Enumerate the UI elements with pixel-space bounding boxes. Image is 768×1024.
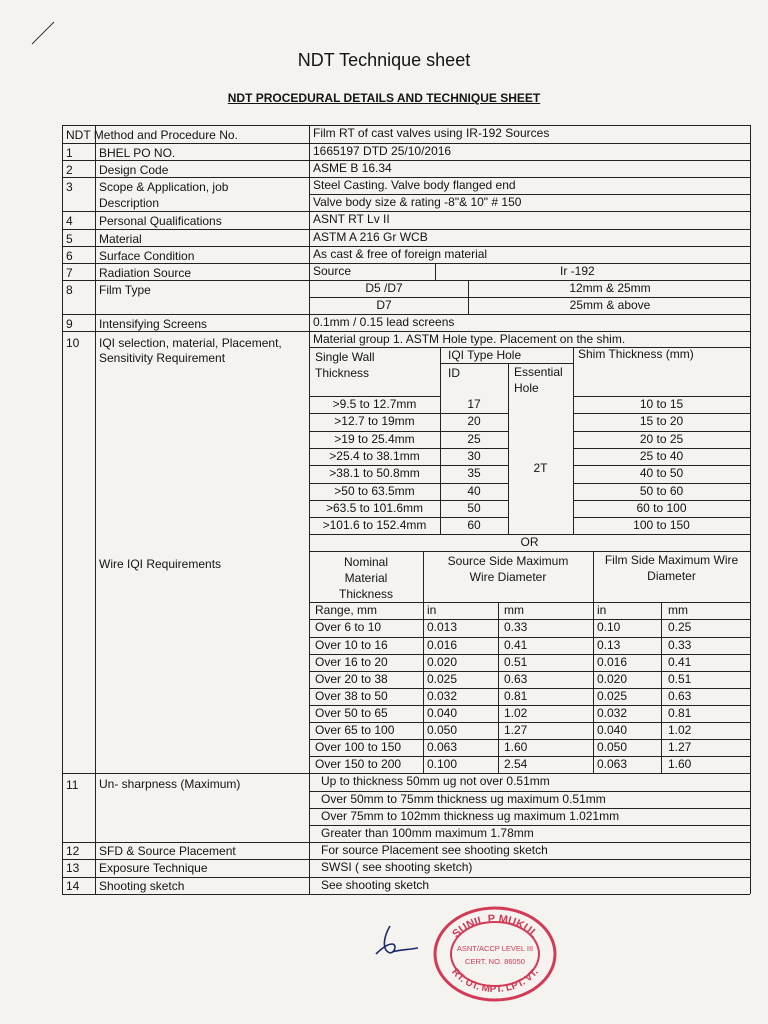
wire-film-mm: 1.02 bbox=[668, 723, 692, 737]
film-range: 25mm & above bbox=[569, 298, 651, 312]
rule bbox=[62, 125, 63, 894]
wire-source-mm: 0.81 bbox=[504, 688, 528, 703]
row-number: 8 bbox=[66, 283, 73, 297]
iqi-range: >101.6 to 152.4mm bbox=[322, 518, 427, 533]
iqi-shim: 60 to 100 bbox=[636, 500, 687, 515]
unsharp-label: Un- sharpness (Maximum) bbox=[99, 777, 241, 792]
wire-source-mm: 0.41 bbox=[504, 637, 528, 652]
wire-range: Over 16 to 20 bbox=[315, 654, 388, 669]
rule bbox=[309, 551, 750, 552]
rule bbox=[62, 211, 750, 212]
wire-source-in: 0.063 bbox=[427, 740, 458, 755]
stamp-name: SUNIL P MUKUL bbox=[450, 913, 540, 941]
page-title: NDT Technique sheet bbox=[297, 50, 471, 70]
iqi-shim: 50 to 60 bbox=[639, 483, 684, 498]
wire-source-mm: 1.60 bbox=[504, 740, 528, 755]
iqi-range: >12.7 to 19mm bbox=[334, 414, 415, 429]
row-value: ASNT RT Lv II bbox=[313, 212, 390, 226]
row-number: 5 bbox=[66, 232, 73, 246]
row-number: 14 bbox=[66, 878, 80, 893]
iqi-label: IQI selection, material, Placement, bbox=[99, 336, 282, 350]
row-label: Description bbox=[99, 196, 160, 210]
stamp-cert: CERT. NO. 86050 bbox=[465, 957, 525, 966]
unsharp-line: Over 50mm to 75mm thickness ug maximum 0.51mm bbox=[321, 791, 606, 806]
wire-source-in: 0.050 bbox=[427, 723, 458, 737]
row-number: 12 bbox=[66, 844, 80, 859]
wire-film-mm: 1.60 bbox=[668, 757, 692, 772]
wire-range: Over 38 to 50 bbox=[315, 688, 388, 703]
wire-sub: mm bbox=[668, 603, 688, 618]
row-label: Design Code bbox=[99, 163, 169, 177]
rule bbox=[435, 263, 436, 280]
wire-film-mm: 0.63 bbox=[668, 688, 692, 703]
wire-film-in: 0.13 bbox=[597, 637, 621, 652]
wire-source-in: 0.040 bbox=[427, 705, 458, 720]
wire-source-in: 0.032 bbox=[427, 688, 458, 703]
wire-range: Over 65 to 100 bbox=[315, 723, 395, 737]
iqi-range: >38.1 to 50.8mm bbox=[329, 466, 420, 481]
iqi-range: >19 to 25.4mm bbox=[334, 431, 415, 446]
stamp-methods: RT. UT. MPT. LPT. VT. bbox=[449, 966, 541, 996]
unsharp-line: Up to thickness 50mm ug not over 0.51mm bbox=[321, 774, 550, 789]
rule bbox=[593, 551, 594, 773]
rule bbox=[661, 602, 662, 773]
row-label: Personal Qualifications bbox=[99, 214, 222, 228]
row-value: As cast & free of foreign material bbox=[313, 247, 488, 261]
row-label: Scope & Application, job bbox=[99, 180, 229, 194]
row-value: For source Placement see shooting sketch bbox=[321, 843, 548, 858]
wire-film-mm: 0.33 bbox=[668, 637, 692, 652]
iqi-header: Shim Thickness (mm) bbox=[578, 347, 694, 361]
iqi-shim: 25 to 40 bbox=[639, 448, 684, 463]
film-range: 12mm & 25mm bbox=[569, 281, 651, 295]
row-number: 9 bbox=[66, 317, 73, 331]
svg-text:RT. UT. MPT. LPT. VT. bbox=[449, 967, 541, 995]
wire-film-mm: 1.27 bbox=[668, 740, 692, 755]
row-label: Material bbox=[99, 232, 142, 246]
wire-header: Diameter bbox=[647, 569, 696, 584]
wire-film-mm: 0.25 bbox=[668, 620, 692, 635]
row-value: Source bbox=[313, 264, 352, 278]
iqi-header: Hole bbox=[514, 381, 539, 395]
row-label: SFD & Source Placement bbox=[99, 844, 236, 859]
wire-film-in: 0.10 bbox=[597, 620, 621, 635]
wire-header: Thickness bbox=[338, 587, 394, 602]
wire-source-in: 0.013 bbox=[427, 620, 458, 635]
row-value: 0.1mm / 0.15 lead screens bbox=[313, 315, 455, 329]
unsharp-line: Over 75mm to 102mm thickness ug maximum 1.021mm bbox=[321, 808, 620, 823]
row-number: 7 bbox=[66, 266, 73, 280]
wire-source-in: 0.100 bbox=[427, 757, 458, 772]
inspector-stamp bbox=[430, 902, 560, 1002]
rule bbox=[573, 347, 574, 534]
wire-source-in: 0.016 bbox=[427, 637, 458, 652]
wire-range: Over 10 to 16 bbox=[315, 637, 388, 652]
iqi-range: >9.5 to 12.7mm bbox=[332, 397, 417, 411]
iqi-id: 60 bbox=[467, 518, 481, 533]
page-subtitle: NDT PROCEDURAL DETAILS AND TECHNIQUE SHEET bbox=[227, 91, 541, 105]
iqi-shim: 15 to 20 bbox=[639, 414, 684, 429]
rule bbox=[423, 551, 424, 773]
stamp-level: ASNT/ACCP LEVEL III bbox=[456, 944, 534, 953]
rule bbox=[309, 125, 310, 894]
svg-text:SUNIL P MUKUL bbox=[450, 913, 540, 940]
wire-header: Material bbox=[344, 571, 388, 586]
wire-film-in: 0.016 bbox=[597, 654, 628, 669]
rule bbox=[440, 347, 441, 534]
iqi-shim: 10 to 15 bbox=[639, 397, 684, 411]
wire-film-in: 0.025 bbox=[597, 688, 628, 703]
row-label: Radiation Source bbox=[99, 266, 192, 280]
wire-film-mm: 0.41 bbox=[668, 654, 692, 669]
row-value: Valve body size & rating -8"& 10" # 150 bbox=[313, 195, 522, 209]
row-number: 3 bbox=[66, 180, 73, 194]
wire-film-in: 0.063 bbox=[597, 757, 628, 772]
row-label: Shooting sketch bbox=[99, 878, 185, 893]
row-label: Intensifying Screens bbox=[99, 317, 208, 331]
row-value: SWSI ( see shooting sketch) bbox=[321, 860, 473, 875]
row-number: 1 bbox=[66, 146, 73, 160]
iqi-intro: Material group 1. ASTM Hole type. Placement on the shim. bbox=[313, 332, 626, 346]
wire-header: Source Side Maximum bbox=[447, 554, 569, 569]
iqi-header: Single Wall bbox=[315, 350, 375, 364]
wire-header: Film Side Maximum Wire bbox=[604, 553, 739, 568]
row-number: 10 bbox=[66, 336, 80, 350]
iqi-range: >63.5 to 101.6mm bbox=[325, 500, 424, 515]
iqi-id: 35 bbox=[467, 466, 481, 481]
wire-source-mm: 0.63 bbox=[504, 671, 528, 686]
iqi-header: Essential bbox=[514, 365, 563, 379]
wire-range: Over 100 to 150 bbox=[315, 740, 402, 755]
wire-source-mm: 1.27 bbox=[504, 723, 528, 737]
row-value: 1665197 DTD 25/10/2016 bbox=[313, 144, 452, 158]
rule bbox=[95, 143, 96, 894]
iqi-id: 30 bbox=[467, 448, 481, 463]
wire-source-in: 0.025 bbox=[427, 671, 458, 686]
row-number: 6 bbox=[66, 249, 73, 263]
wire-source-mm: 0.33 bbox=[504, 620, 528, 635]
row-value: ASTM A 216 Gr WCB bbox=[313, 230, 428, 244]
row-number: 2 bbox=[66, 163, 73, 177]
method-value: Film RT of cast valves using IR-192 Sources bbox=[313, 126, 550, 140]
wire-source-mm: 1.02 bbox=[504, 705, 528, 720]
film-type: D5 /D7 bbox=[365, 281, 403, 295]
iqi-label: Sensitivity Requirement bbox=[99, 351, 226, 365]
source-value: Ir -192 bbox=[560, 264, 595, 278]
rule bbox=[440, 363, 573, 364]
row-value: See shooting sketch bbox=[321, 877, 430, 892]
iqi-id: 20 bbox=[467, 414, 481, 429]
method-label: NDT Method and Procedure No. bbox=[66, 128, 238, 142]
iqi-id: 50 bbox=[467, 500, 481, 515]
essential-hole: 2T bbox=[533, 461, 548, 475]
row-label: Surface Condition bbox=[99, 249, 195, 263]
rule bbox=[750, 125, 751, 894]
wire-range: Over 20 to 38 bbox=[315, 671, 388, 686]
signature-icon bbox=[372, 922, 422, 962]
wire-range: Over 150 to 200 bbox=[315, 757, 402, 772]
wire-source-mm: 0.51 bbox=[504, 654, 528, 669]
wire-source-in: 0.020 bbox=[427, 654, 458, 669]
iqi-header: IQI Type Hole bbox=[448, 348, 522, 362]
iqi-range: >50 to 63.5mm bbox=[334, 483, 415, 498]
wire-sub: Range, mm bbox=[315, 603, 378, 618]
row-label: BHEL PO NO. bbox=[99, 146, 176, 160]
row-value: ASME B 16.34 bbox=[313, 161, 392, 175]
rule bbox=[498, 602, 499, 773]
wire-film-in: 0.040 bbox=[597, 723, 628, 737]
wire-film-in: 0.050 bbox=[597, 740, 628, 755]
iqi-id: 40 bbox=[467, 483, 481, 498]
row-label: Exposure Technique bbox=[99, 861, 208, 876]
wire-range: Over 50 to 65 bbox=[315, 705, 388, 720]
row-number: 11 bbox=[66, 778, 79, 793]
rule bbox=[62, 160, 750, 161]
iqi-header: ID bbox=[448, 366, 460, 380]
wire-source-mm: 2.54 bbox=[504, 757, 528, 772]
wire-label: Wire IQI Requirements bbox=[99, 557, 222, 572]
or-label: OR bbox=[520, 535, 539, 550]
row-value: Steel Casting. Valve body flanged end bbox=[313, 178, 516, 192]
row-label: Film Type bbox=[99, 283, 151, 297]
wire-header: Nominal bbox=[343, 555, 388, 570]
row-number: 4 bbox=[66, 214, 73, 228]
iqi-header: Thickness bbox=[315, 366, 370, 380]
wire-sub: in bbox=[427, 603, 437, 618]
rule bbox=[508, 363, 509, 534]
pen-mark-icon bbox=[28, 18, 58, 48]
rule bbox=[62, 263, 750, 264]
iqi-shim: 100 to 150 bbox=[633, 518, 690, 533]
wire-header: Wire Diameter bbox=[469, 570, 547, 585]
iqi-shim: 40 to 50 bbox=[639, 466, 684, 481]
unsharp-line: Greater than 100mm maximum 1.78mm bbox=[321, 825, 534, 840]
iqi-id: 17 bbox=[467, 397, 481, 411]
rule bbox=[62, 894, 750, 895]
wire-film-mm: 0.51 bbox=[668, 671, 692, 686]
iqi-shim: 20 to 25 bbox=[639, 431, 684, 446]
wire-film-in: 0.032 bbox=[597, 705, 628, 720]
wire-sub: in bbox=[597, 603, 607, 618]
iqi-range: >25.4 to 38.1mm bbox=[329, 448, 420, 463]
row-number: 13 bbox=[66, 861, 80, 876]
wire-film-in: 0.020 bbox=[597, 671, 628, 686]
wire-range: Over 6 to 10 bbox=[315, 620, 382, 635]
wire-sub: mm bbox=[504, 603, 524, 618]
iqi-id: 25 bbox=[467, 431, 481, 446]
rule bbox=[95, 125, 96, 143]
wire-film-mm: 0.81 bbox=[668, 705, 692, 720]
film-type: D7 bbox=[376, 298, 392, 312]
